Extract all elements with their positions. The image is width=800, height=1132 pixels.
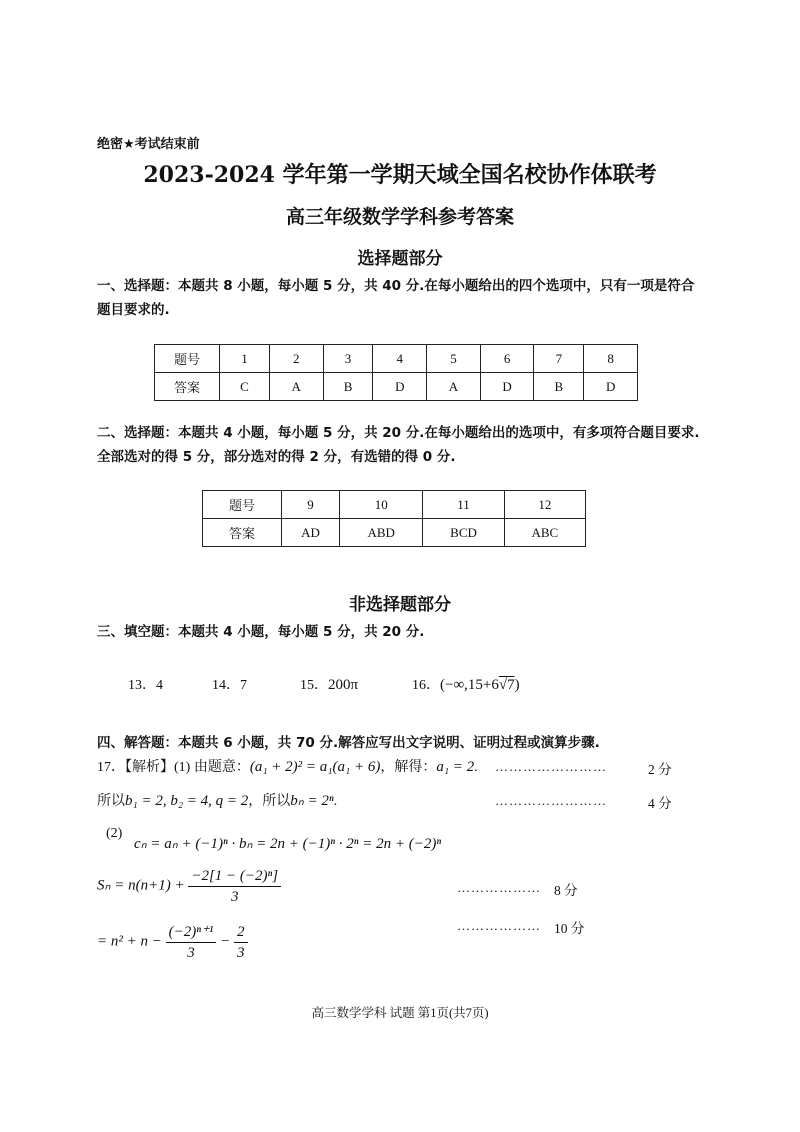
table-cell: 10 [339,491,422,519]
solve-text: ，解得： [380,760,437,775]
section1-instructions: 一、选择题：本题共 8 小题，每小题 5 分，共 40 分.在每小题给出的四个选项中，只有一项是符合题目要求的. [97,278,695,318]
row-label: 答案 [155,373,220,401]
numerator: 2 [234,922,248,943]
denominator: 3 [187,945,195,961]
table-cell: 9 [282,491,340,519]
table-cell: ABC [504,519,585,547]
question-number: 16． [412,678,440,693]
table-cell: D [584,373,638,401]
secret-label: 绝密★考试结束前 [97,137,200,152]
part2-label: (2) [106,826,123,841]
exam-title: 2023-2024 学年第一学期天域全国名校协作体联考 [143,162,657,188]
table-cell: 5 [427,345,481,373]
table-cell: B [323,373,373,401]
table-cell: 1 [220,345,270,373]
equation: a₁ = 2 [436,759,475,775]
table-cell: C [220,373,270,401]
answer-value: 200π [328,677,359,693]
answer-value: (−∞,15+6 [440,677,499,693]
fraction [166,922,217,963]
table-cell: ABD [339,519,422,547]
final-equation [97,922,248,963]
text: ，所以 [248,794,291,809]
table-cell: A [427,373,481,401]
answer-15 [300,674,358,694]
q17-prefix: 17．【解析】(1) 由题意： [97,760,250,775]
table-cell: AD [282,519,340,547]
table-row [203,491,586,519]
punct: . [474,760,478,775]
q17-line2 [97,790,337,810]
score-mark: 10 分 [554,921,585,936]
row-label: 题号 [155,345,220,373]
numerator: −2[1 − (−2)ⁿ] [188,866,281,887]
operator: − [216,933,235,950]
text: 所以 [97,794,125,809]
answer-table-2 [202,490,586,547]
question-number: 15． [300,678,328,693]
equation: = n² + n − [97,933,166,950]
section3-instructions: 三、填空题：本题共 4 小题，每小题 5 分，共 20 分. [97,624,425,640]
exam-subtitle: 高三年级数学学科参考答案 [285,206,514,228]
score-mark: 4 分 [648,796,672,811]
sn-equation [97,866,281,907]
cn-equation [134,834,441,853]
table-cell: D [480,373,534,401]
table-cell: 8 [584,345,638,373]
punct: . [333,794,338,809]
denominator: 3 [237,945,245,961]
answer-16 [412,674,520,694]
answer-table-1 [154,344,638,401]
fraction [234,922,248,963]
q17-line1 [97,756,478,776]
table-row [155,345,638,373]
table-cell: B [534,373,584,401]
equation: b₁ = 2, b₂ = 4, q = 2 [125,793,249,809]
score-mark: 2 分 [648,762,672,777]
table-cell: 4 [373,345,427,373]
table-cell: 11 [423,491,504,519]
dot-leader: …………………… [495,793,607,808]
section2-instructions: 二、选择题：本题共 4 小题，每小题 5 分，共 20 分.在每小题给出的选项中，有多项符合题目要求.全部选对的得 5 分，部分选对的得 2 分，有选错的得 0 分. [97,425,700,465]
section4-instructions: 四、解答题：本题共 6 小题，共 70 分.解答应写出文字说明、证明过程或演算步骤. [97,735,600,751]
page-footer: 高三数学学科 试题 第1页(共7页) [311,1006,489,1020]
dot-leader: …………………… [495,759,607,774]
answer-close: ) [514,677,520,693]
table-cell: D [373,373,427,401]
equation: (a₁ + 2)² = a₁(a₁ + 6) [249,759,381,775]
table-row [203,519,586,547]
dot-leader: ……………… [457,918,541,933]
part2-title: 非选择题部分 [349,595,451,615]
equation: bₙ = 2ⁿ [290,793,334,809]
answer-13: 13．4 [128,678,163,693]
table-cell: A [269,373,323,401]
equation: cₙ = aₙ + (−1)ⁿ · bₙ = 2n + (−1)ⁿ · 2ⁿ = 2n + (−2)ⁿ [134,836,442,852]
table-cell: 3 [323,345,373,373]
answer-14: 14．7 [212,678,247,693]
table-cell: 6 [480,345,534,373]
denominator: 3 [230,889,239,905]
dot-leader: ……………… [457,880,541,895]
score-mark: 8 分 [554,883,578,898]
table-cell: 2 [269,345,323,373]
part1-title: 选择题部分 [357,249,443,269]
table-cell: 12 [504,491,585,519]
equation: Sₙ = n(n+1) + [97,877,189,894]
numerator: (−2)ⁿ⁺¹ [166,922,217,943]
sqrt-term: √7 [498,677,515,693]
fraction [188,866,281,907]
table-row [155,373,638,401]
table-cell: 7 [534,345,584,373]
row-label: 题号 [203,491,282,519]
table-cell: BCD [423,519,504,547]
row-label: 答案 [203,519,282,547]
